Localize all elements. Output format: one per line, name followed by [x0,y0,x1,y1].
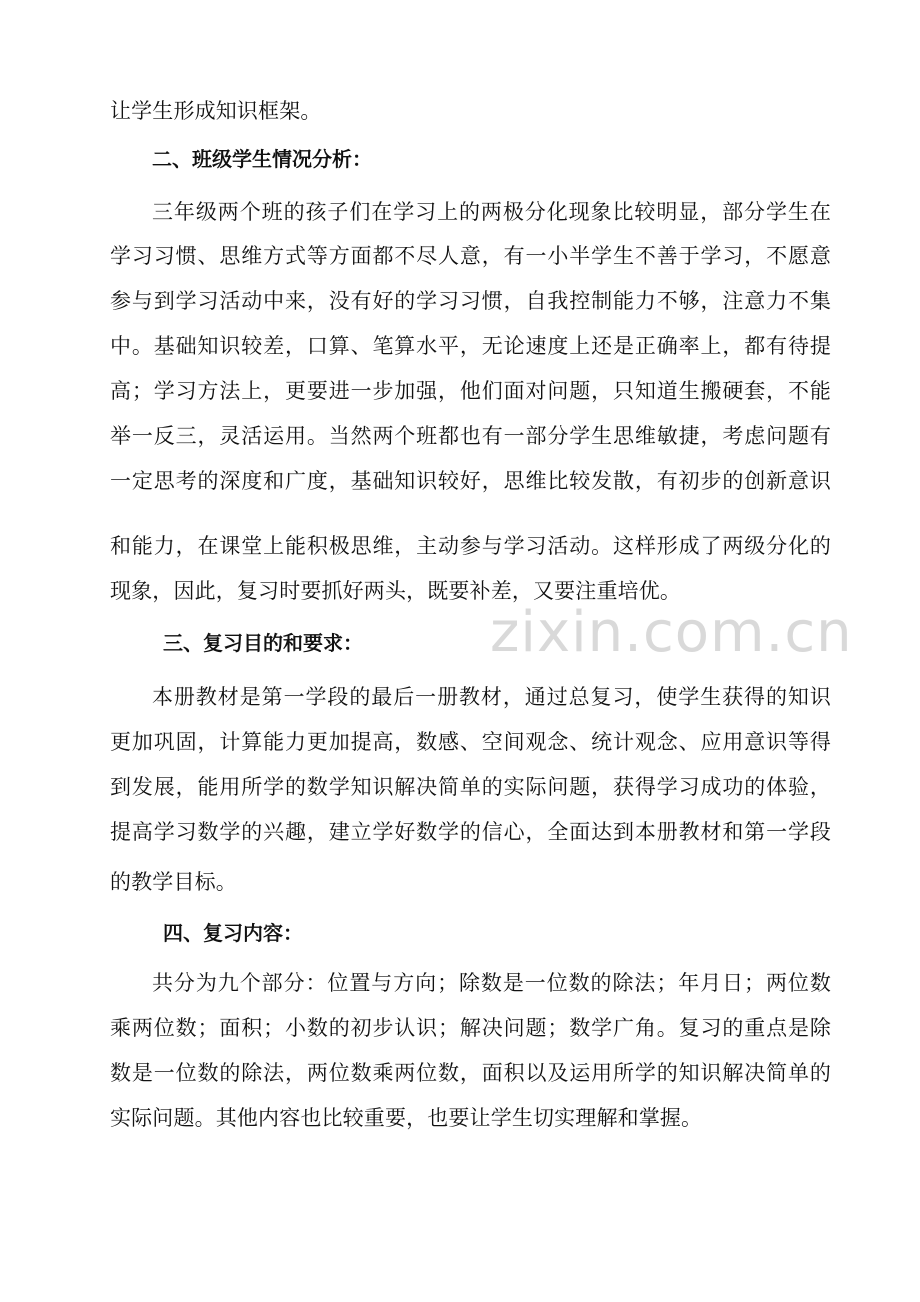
paragraph-line: 乘两位数；面积；小数的初步认识；解决问题；数学广角。复习的重点是除 [110,1016,831,1040]
paragraph-line: 实际问题。其他内容也比较重要，也要让学生切实理解和掌握。 [110,1106,703,1130]
paragraph-line: 数是一位数的除法，两位数乘两位数，面积以及运用所学的知识解决简单的 [110,1061,831,1085]
paragraph-line: 一定思考的深度和广度，基础知识较好，思维比较发散，有初步的创新意识 [110,469,831,493]
paragraph-line: 更加巩固，计算能力更加提高，数感、空间观念、统计观念、应用意识等得 [110,730,831,754]
intro-tail-line: 让学生形成知识框架。 [110,99,322,123]
paragraph-line: 的教学目标。 [110,870,237,894]
paragraph-line: 和能力，在课堂上能积极思维，主动参与学习活动。这样形成了两级分化的 [110,534,831,558]
paragraph-line: 高；学习方法上，更要进一步加强，他们面对问题，只知道生搬硬套，不能 [110,379,831,403]
paragraph-line: 举一反三，灵活运用。当然两个班都也有一部分学生思维敏捷，考虑问题有 [110,424,831,448]
watermark-text: zixin.com.cn [490,600,853,665]
paragraph-line: 本册教材是第一学段的最后一册教材，通过总复习，使学生获得的知识 [152,685,831,709]
section-heading-review-goals: 三、复习目的和要求： [163,631,363,655]
paragraph-line: 共分为九个部分：位置与方向；除数是一位数的除法；年月日；两位数 [152,971,831,995]
paragraph-line: 现象，因此，复习时要抓好两头，既要补差，又要注重培优。 [110,579,682,603]
paragraph-line: 参与到学习活动中来，没有好的学习习惯，自我控制能力不够，注意力不集 [110,289,831,313]
paragraph-line: 到发展，能用所学的数学知识解决简单的实际问题，获得学习成功的体验， [110,775,831,799]
paragraph-line: 提高学习数学的兴趣，建立学好数学的信心，全面达到本册教材和第一学段 [110,820,831,844]
paragraph-line: 学习习惯、思维方式等方面都不尽人意，有一小半学生不善于学习，不愿意 [110,244,831,268]
paragraph-line: 三年级两个班的孩子们在学习上的两极分化现象比较明显，部分学生在 [152,200,831,224]
section-heading-class-analysis: 二、班级学生情况分析： [152,147,372,171]
paragraph-line: 中。基础知识较差，口算、笔算水平，无论速度上还是正确率上，都有待提 [110,334,831,358]
section-heading-review-content: 四、复习内容： [163,921,303,945]
